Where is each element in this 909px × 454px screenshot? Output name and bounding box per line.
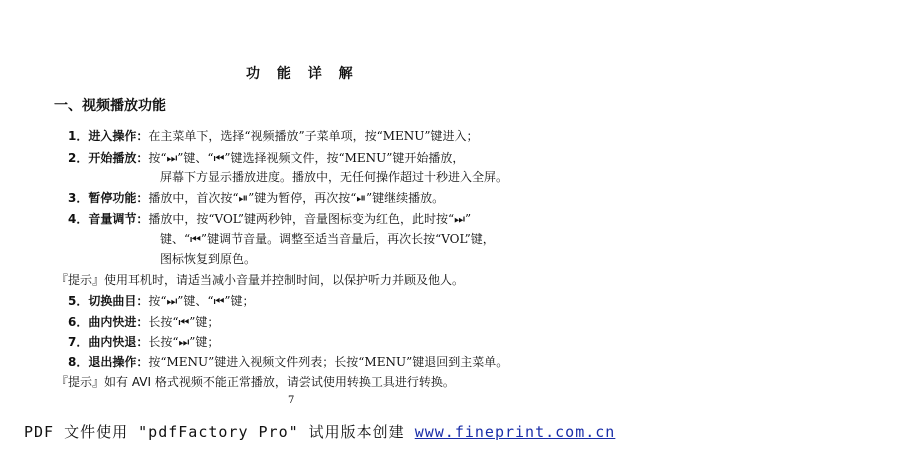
list-item [68,313,219,330]
item-text: 播放中，首次按“⏯”键为暂停，再次按“⏯”键继续播放。 [148,191,445,205]
item-continuation: 图标恢复到原色。 [160,252,257,266]
item-label: 3．暂停功能： [68,191,149,205]
item-text: 在主菜单下，选择“视频播放”子菜单项，按“MENU”键进入； [148,129,479,143]
pdf-footer [24,421,615,442]
item-label: 7．曲内快退： [68,335,149,349]
item-label: 2．开始播放： [68,151,149,165]
item-label: 5．切换曲目： [68,294,149,308]
list-item [68,210,471,227]
item-text: 长按“⏮”键； [148,315,220,329]
item-continuation: 键、“⏮”键调节音量。调整至适当音量后，再次长按“VOL”键， [160,232,495,246]
page-heading: 功 能 详 解 [246,66,359,82]
list-item [68,127,479,144]
item-label: 6．曲内快进： [68,315,149,329]
tip-text: 『提示』如有 AVI 格式视频不能正常播放，请尝试使用转换工具进行转换。 [56,375,455,389]
list-item [68,292,255,309]
item-label: 8．退出操作： [68,355,149,369]
page-number: 7 [288,395,295,406]
item-text: 长按“⏭”键； [148,335,220,349]
item-text: 播放中，按“VOL”键两秒钟，音量图标变为红色，此时按“⏭” [148,212,472,226]
list-item [68,149,464,166]
item-text: 按“MENU”键进入视频文件列表；长按“MENU”键退回到主菜单。 [148,355,509,369]
item-text: 按“⏭”键、“⏮”键选择视频文件，按“MENU”键开始播放， [148,151,465,165]
item-text: 按“⏭”键、“⏮”键； [148,294,255,308]
footer-text: PDF 文件使用 "pdfFactory Pro" 试用版本创建 [24,423,415,441]
footer-link[interactable]: www.fineprint.com.cn [414,423,616,441]
item-continuation: 屏幕下方显示播放进度。播放中，无任何操作超过十秒进入全屏。 [160,170,509,184]
list-item [68,333,219,350]
list-item [68,353,508,370]
list-item [68,189,444,206]
section-title: 一、视频播放功能 [54,98,166,114]
item-label: 4．音量调节： [68,212,149,226]
tip-text: 『提示』使用耳机时，请适当减小音量并控制时间，以保护听力并顾及他人。 [56,273,465,287]
item-label: 1．进入操作： [68,129,149,143]
